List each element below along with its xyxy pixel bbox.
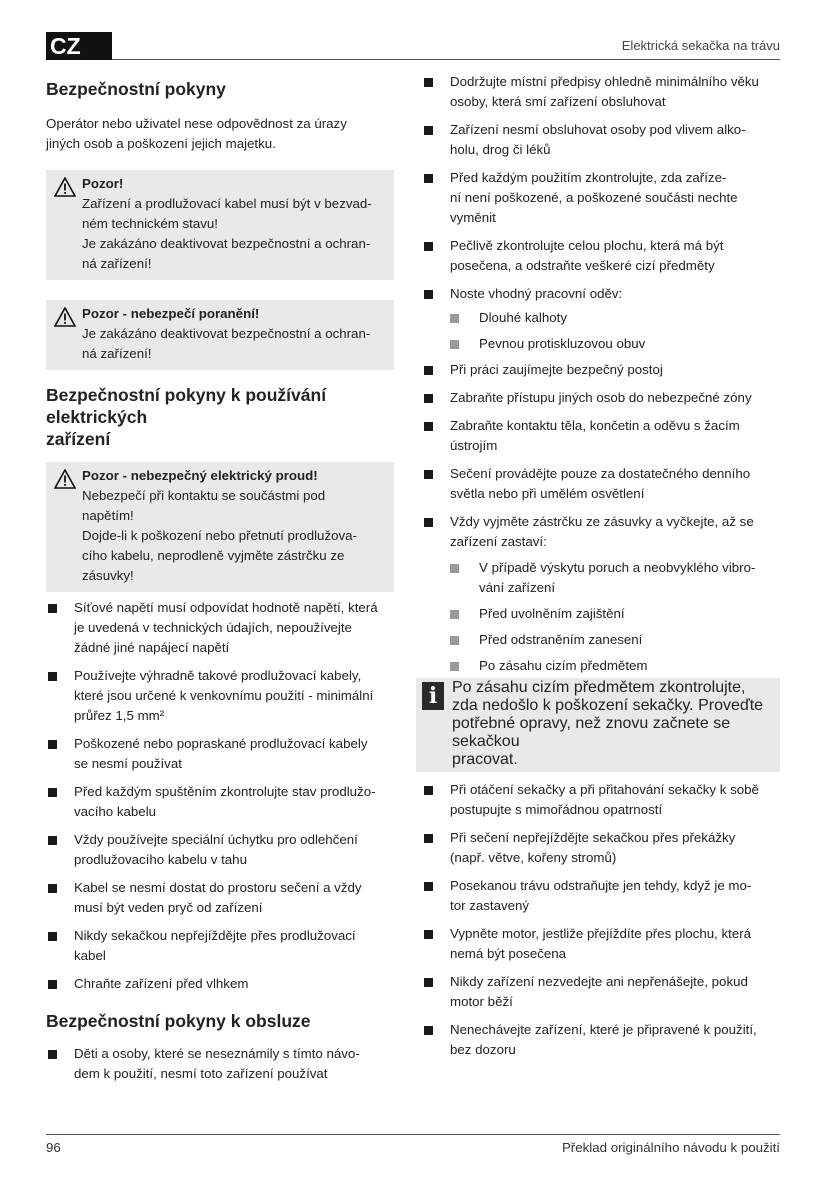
warning-line: Zařízení a prodlužovací kabel musí být v bezvad- — [82, 196, 372, 211]
sub-list-item: Pevnou protiskluzovou obuv — [422, 334, 780, 354]
list-item: Síťové napětí musí odpovídat hodnotě napětí, která je uvedená v technických údajích, nepoužívejte žádné jiné napájecí napětí — [46, 598, 394, 658]
section-heading-electrical — [46, 384, 394, 450]
list-item: Nenechávejte zařízení, které je připravené k použití, bez dozoru — [422, 1020, 780, 1060]
list-item: Zabraňte kontaktu těla, končetin a oděvu s žacím ústrojím — [422, 416, 780, 456]
sub-list-item: Dlouhé kalhoty — [422, 308, 780, 328]
warning-line: cího kabelu, neprodleně vyjměte zástrčku ze — [82, 548, 345, 563]
heading-line: zařízení — [46, 429, 111, 449]
list-item: Vždy vyjměte zástrčku ze zásuvky a vyčkejte, až se zařízení zastaví: — [422, 512, 780, 552]
list-item: Při sečení nepřejíždějte sekačkou přes překážky (např. větve, kořeny stromů) — [422, 828, 780, 868]
heading-line: Bezpečnostní pokyny k používání elektrických — [46, 385, 327, 427]
warning-line: Je zakázáno deaktivovat bezpečnostní a ochran- — [82, 326, 371, 341]
warning-title: Pozor - nebezpečný elektrický proud! — [82, 468, 318, 483]
warning-title: Pozor! — [82, 176, 124, 191]
section-heading-operation: Bezpečnostní pokyny k obsluze — [46, 1011, 311, 1031]
warning-line: ná zařízení! — [82, 256, 152, 271]
warning-triangle-icon — [54, 177, 76, 197]
warning-box-electric — [46, 462, 394, 592]
info-box — [416, 678, 780, 772]
clothing-sub-list — [422, 308, 780, 354]
footer-rule — [46, 1134, 780, 1135]
info-line: Po zásahu cizím předmětem zkontrolujte, — [452, 679, 746, 696]
list-item: Chraňte zařízení před vlhkem — [46, 974, 394, 994]
info-line: zda nedošlo k poškození sekačky. Proveďte — [452, 697, 764, 714]
list-item: Před každým spuštěním zkontrolujte stav prodlužo- vacího kabelu — [46, 782, 394, 822]
list-item: Kabel se nesmí dostat do prostoru sečení a vždy musí být veden pryč od zařízení — [46, 878, 394, 918]
unplug-sub-list — [422, 558, 780, 676]
intro-line: Operátor nebo uživatel nese odpovědnost za úrazy — [46, 116, 347, 131]
warning-line: Nebezpečí při kontaktu se součástmi pod — [82, 488, 326, 503]
list-item: Vypněte motor, jestliže přejíždíte přes plochu, která nemá být posečena — [422, 924, 780, 964]
warning-triangle-icon — [54, 307, 76, 327]
operation-bullet-list-continued — [422, 360, 780, 552]
page-number: 96 — [46, 1140, 61, 1155]
warning-line: Dojde-li k poškození nebo přetnutí prodlužova- — [82, 528, 357, 543]
sub-list-item: V případě výskytu poruch a neobvyklého vibro- vání zařízení — [422, 558, 780, 598]
warning-box-caution — [46, 170, 394, 280]
operation-bullet-list-continued — [422, 780, 780, 1060]
list-item: Dodržujte místní předpisy ohledně minimálního věku osoby, která smí zařízení obsluhovat — [422, 72, 780, 112]
language-tab: CZ — [46, 32, 112, 60]
warning-line: ném technickém stavu! — [82, 216, 218, 231]
info-line: potřebné opravy, než znovu začnete se sekačkou — [452, 715, 731, 750]
list-item: Před každým použitím zkontrolujte, zda zaříze- ní není poškozené, a poškozené součásti nechte vyměnit — [422, 168, 780, 228]
sub-list-item: Před uvolněním zajištění — [422, 604, 780, 624]
intro-line: jiných osob a poškození jejich majetku. — [46, 136, 276, 151]
warning-triangle-icon — [54, 469, 76, 489]
electrical-bullet-list — [46, 598, 394, 994]
header-title: Elektrická sekačka na trávu — [621, 38, 780, 53]
info-line: pracovat. — [452, 751, 518, 768]
list-item: Poškozené nebo popraskané prodlužovací kabely se nesmí používat — [46, 734, 394, 774]
operation-bullet-list-continued — [422, 72, 780, 304]
list-item: Při otáčení sekačky a při přitahování sekačky k sobě postupujte s mimořádnou opatrností — [422, 780, 780, 820]
operation-bullet-list — [46, 1044, 394, 1084]
section-heading-safety: Bezpečnostní pokyny — [46, 79, 226, 99]
list-item: Noste vhodný pracovní oděv: — [422, 284, 780, 304]
intro-paragraph — [46, 114, 394, 154]
list-item: Používejte výhradně takové prodlužovací kabely, které jsou určené k venkovnímu použití - minimální průřez 1,5 mm² — [46, 666, 394, 726]
right-column — [422, 72, 780, 1060]
list-item: Nikdy sekačkou nepřejíždějte přes prodlužovací kabel — [46, 926, 394, 966]
warning-line: ná zařízení! — [82, 346, 152, 361]
list-item: Zařízení nesmí obsluhovat osoby pod vlivem alko- holu, drog či léků — [422, 120, 780, 160]
warning-box-injury — [46, 300, 394, 370]
warning-line: Je zakázáno deaktivovat bezpečnostní a ochran- — [82, 236, 371, 251]
header-rule — [112, 59, 780, 60]
sub-list-item: Před odstraněním zanesení — [422, 630, 780, 650]
left-column — [46, 72, 394, 1084]
list-item: Pečlivě zkontrolujte celou plochu, která má být posečena, a odstraňte veškeré cizí předměty — [422, 236, 780, 276]
list-item: Děti a osoby, které se neseznámily s tímto návo- dem k použití, nesmí toto zařízení používat — [46, 1044, 394, 1084]
warning-line: napětím! — [82, 508, 134, 523]
warning-line: zásuvky! — [82, 568, 134, 583]
list-item: Zabraňte přístupu jiných osob do nebezpečné zóny — [422, 388, 780, 408]
sub-list-item: Po zásahu cizím předmětem — [422, 656, 780, 676]
list-item: Nikdy zařízení nezvedejte ani nepřenášejte, pokud motor běží — [422, 972, 780, 1012]
warning-title: Pozor - nebezpečí poranění! — [82, 306, 260, 321]
list-item: Sečení provádějte pouze za dostatečného denního světla nebo při umělém osvětlení — [422, 464, 780, 504]
list-item: Vždy používejte speciální úchytku pro odlehčení prodlužovacího kabelu v tahu — [46, 830, 394, 870]
info-icon: i — [422, 682, 444, 710]
footer-text: Překlad originálního návodu k použití — [561, 1140, 780, 1155]
list-item: Při práci zaujímejte bezpečný postoj — [422, 360, 780, 380]
list-item: Posekanou trávu odstraňujte jen tehdy, když je mo- tor zastavený — [422, 876, 780, 916]
